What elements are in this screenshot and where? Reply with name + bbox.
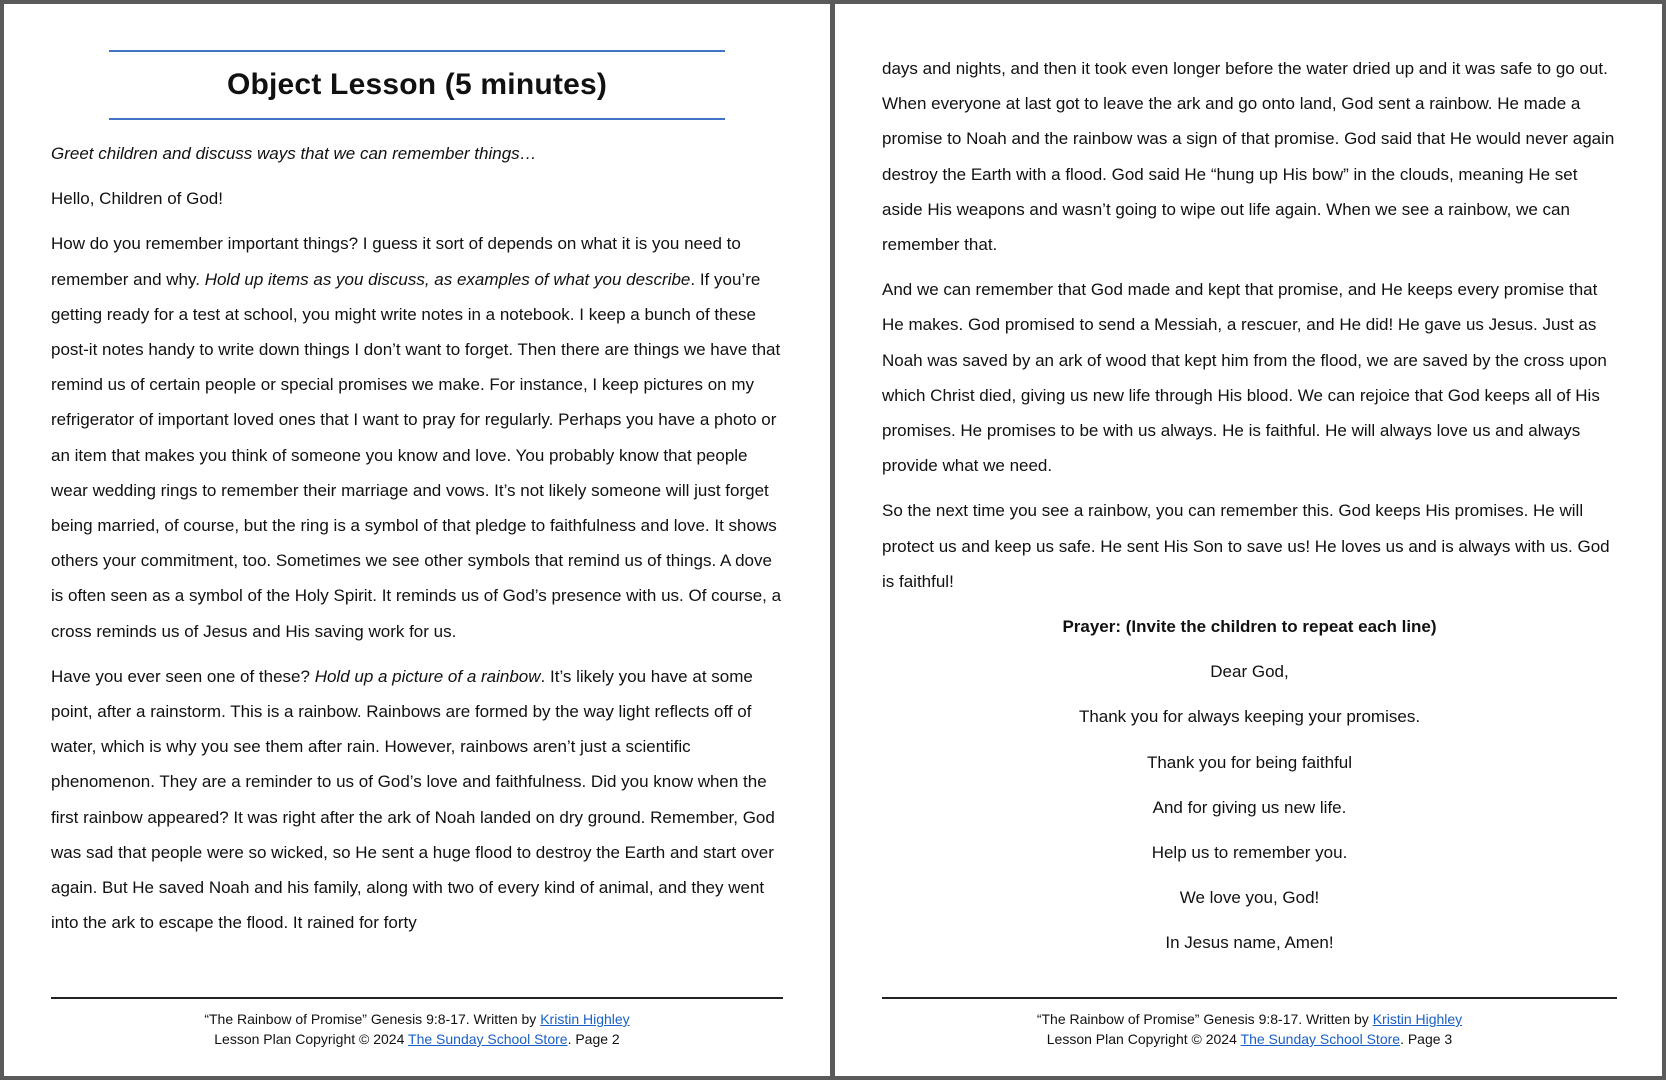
paragraph-rainbow-a: Have you ever seen one of these? — [51, 666, 315, 686]
footer-line-1 — [882, 1009, 1617, 1029]
page-2-content — [51, 4, 783, 940]
paragraph-rainbow — [51, 659, 783, 941]
paragraph-remember — [51, 226, 783, 648]
prayer-line: We love you, God! — [1179, 888, 1320, 908]
footer-copyright: Lesson Plan Copyright © 2024 — [1046, 1031, 1241, 1047]
store-link[interactable]: The Sunday School Store — [408, 1031, 568, 1047]
footer-line-2 — [882, 1029, 1617, 1049]
section-title: Object Lesson (5 minutes) — [226, 68, 608, 101]
paragraph-next-time: So the next time you see a rainbow, you can remember this. God keeps His promises. He will protect us and keep us safe. He sent His Son to save us! He loves us and is always with us. God is faithful! — [882, 501, 1610, 591]
footer-line-2 — [51, 1029, 783, 1049]
prayer-line: And for giving us new life. — [1152, 797, 1347, 817]
page-number: . Page 3 — [1400, 1031, 1453, 1047]
footer-credit: “The Rainbow of Promise” Genesis 9:8-17. Written by — [204, 1011, 541, 1027]
footer-copyright: Lesson Plan Copyright © 2024 — [214, 1031, 409, 1047]
intro-instruction — [51, 136, 783, 171]
page-2 — [4, 4, 830, 1076]
prayer-line: In Jesus name, Amen! — [1165, 933, 1334, 953]
paragraph-rainbow-b: . It’s likely you have at some point, after a rainstorm. This is a rainbow. Rainbows are formed by the way light reflects off of water, which is why you see them after rain. However, rainbows aren’t just a scientific phenomenon. They are a reminder to us of God’s love and faithfulness. Did you know when the first rainbow appeared? It was right after the ark of Noah landed on dry ground. Remember, God was sad that people were so wicked, so He sent a huge flood to destroy the Earth and start over again. But He saved Noah and his family, along with two of every kind of animal, and they went into the ark to escape the flood. It rained for forty — [51, 666, 775, 933]
prayer-line: Dear God, — [1210, 662, 1289, 682]
prayer-section — [882, 609, 1617, 961]
greeting: Hello, Children of God! — [51, 189, 223, 209]
paragraph-rainbow-instruction: Hold up a picture of a rainbow — [314, 666, 541, 686]
prayer-line: Help us to remember you. — [1151, 843, 1348, 863]
footer-line-1 — [51, 1009, 783, 1029]
prayer-heading: Prayer: (Invite the children to repeat each line) — [1062, 617, 1437, 637]
paragraph-remember-instruction: Hold up items as you discuss, as examples of what you describe — [204, 269, 691, 289]
page-2-footer — [51, 997, 783, 1049]
page-number: . Page 2 — [567, 1031, 620, 1047]
author-link[interactable]: Kristin Highley — [1372, 1011, 1463, 1027]
page-3-footer — [882, 997, 1617, 1049]
footer-credit: “The Rainbow of Promise” Genesis 9:8-17. Written by — [1036, 1011, 1373, 1027]
paragraph-remember-a: How do you remember important things? I guess it sort of depends on what it is you need to remember and why. — [51, 234, 741, 289]
store-link[interactable]: The Sunday School Store — [1240, 1031, 1401, 1047]
paragraph-messiah: And we can remember that God made and kept that promise, and He keeps every promise that He makes. God promised to send a Messiah, a rescuer, and He did! He gave us Jesus. Just as Noah was saved by an ark of wood that kept him from the flood, we are saved by the cross upon which Christ died, giving us new life through His blood. We can rejoice that God keeps all of His promises. He promises to be with us always. He is faithful. He will always love us and always provide what we need. — [882, 280, 1607, 476]
page-3-content — [882, 4, 1617, 961]
prayer-line: Thank you for being faithful — [1146, 752, 1353, 772]
paragraph-remember-b: . If you’re getting ready for a test at school, you might write notes in a notebook. I keep a bunch of these post-it notes handy to write down things I don’t want to forget. Then there are things we have that remind us of certain people or special promises we make. For instance, I keep pictures on my refrigerator of important loved ones that I want to pray for regularly. Perhaps you have a photo or an item that makes you think of someone you know and love. You probably know that people wear wedding rings to remember their marriage and vows. It’s not likely someone will just forget being married, of course, but the ring is a symbol of that pledge to faithfulness and love. It shows others your commitment, too. Sometimes we see other symbols that remind us of things. A dove is often seen as a symbol of the Holy Spirit. It reminds us of God’s presence with us. Of course, a cross reminds us of Jesus and His saving work for us. — [51, 269, 782, 641]
paragraph-promise: days and nights, and then it took even longer before the water dried up and it was safe to go out. When everyone at last got to leave the ark and go onto land, God sent a rainbow. He made a promise to Noah and the rainbow was a sign of that promise. God said that He would never again destroy the Earth with a flood. God said He “hung up His bow” in the clouds, meaning He set aside His weapons and wasn’t going to wipe out life again. When we see a rainbow, we can remember that. — [882, 59, 1615, 255]
page-3 — [835, 4, 1662, 1076]
section-title-box — [109, 50, 725, 120]
intro-instruction-text: Greet children and discuss ways that we can remember things… — [51, 144, 537, 163]
prayer-line: Thank you for always keeping your promises. — [1078, 707, 1421, 727]
author-link[interactable]: Kristin Highley — [540, 1011, 630, 1027]
